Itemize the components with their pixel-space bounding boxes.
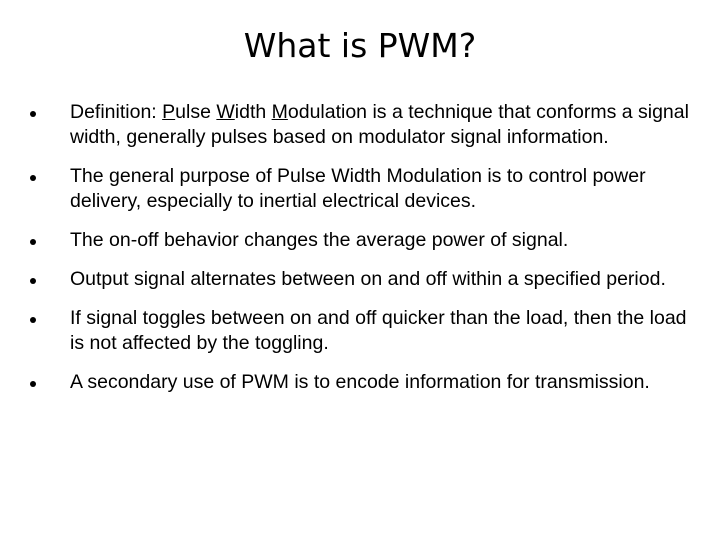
definition-m-letter: M (271, 101, 288, 123)
bullet-dot-icon (30, 239, 36, 245)
bullet-dot-icon (30, 111, 36, 117)
bullet-dot-icon (30, 317, 36, 323)
bullet-text: Output signal alternates between on and off within a specified period. (70, 268, 666, 290)
bullet-output-signal (0, 267, 720, 292)
bullet-definition (0, 100, 720, 150)
bullet-text (70, 100, 690, 150)
definition-idth: idth (234, 101, 272, 123)
definition-p-letter: P (162, 101, 176, 123)
definition-rest: odulation is a technique that conforms a signal width, generally pulses based on modulator signal information. (70, 101, 689, 148)
bullet-dot-icon (30, 278, 36, 284)
bullet-text: The on-off behavior changes the average power of signal. (70, 229, 569, 251)
bullet-text: A secondary use of PWM is to encode information for transmission. (70, 371, 650, 393)
bullet-on-off-behavior (0, 228, 720, 253)
definition-ulse: ulse (175, 101, 217, 123)
bullet-purpose (0, 164, 720, 214)
bullet-dot-icon (30, 175, 36, 181)
bullet-text: If signal toggles between on and off quicker than the load, then the load is not affected by the toggling. (70, 307, 687, 354)
bullet-secondary-use (0, 370, 720, 395)
definition-w-letter: W (216, 101, 235, 123)
slide-title: What is PWM? (243, 26, 477, 65)
bullet-dot-icon (30, 381, 36, 387)
bullet-list (0, 100, 720, 409)
definition-prefix: Definition: (70, 101, 163, 123)
bullet-text: The general purpose of Pulse Width Modulation is to control power delivery, especially to inertial electrical devices. (70, 165, 646, 212)
bullet-toggling (0, 306, 720, 356)
